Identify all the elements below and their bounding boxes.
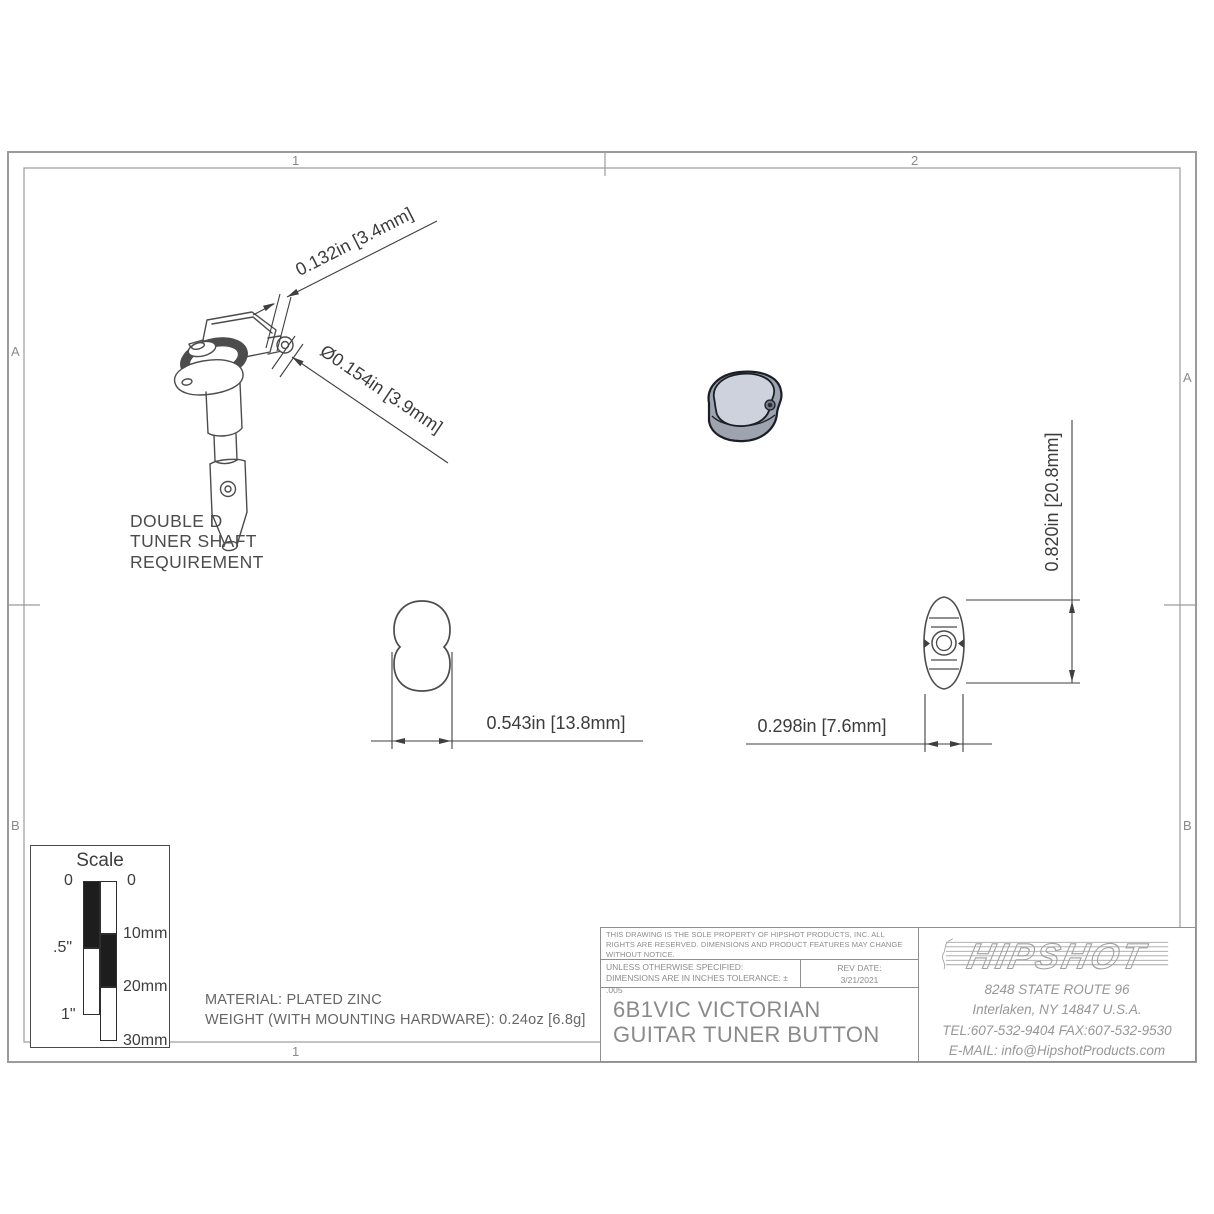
dim-shaft-flat (253, 203, 437, 351)
rev-date-label: REV DATE: (837, 963, 882, 973)
tuner-shaft-note (130, 511, 264, 572)
material-notes (205, 991, 586, 1030)
dim-shaft-flat-text: 0.132in [3.4mm] (292, 203, 417, 280)
dim-button-height-text: 0.820in [20.8mm] (1042, 432, 1062, 572)
scale-mm-zero: 0 (127, 872, 136, 889)
scale-inch-half: .5" (53, 939, 73, 956)
phone-line: TEL:607-532-9404 FAX:607-532-9530 (942, 1022, 1172, 1038)
tuner-shaft-note-line1: DOUBLE D (130, 511, 223, 531)
scale-box (30, 845, 170, 1048)
scale-mm-bar-0-10 (100, 881, 117, 934)
spec-row (601, 960, 918, 995)
scale-inch-zero: 0 (64, 872, 73, 889)
scale-inch-bar-0-half (83, 881, 100, 948)
dim-button-width-text: 0.543in [13.8mm] (486, 713, 626, 733)
scale-inch-bar-half-1 (83, 948, 100, 1015)
scale-mm-twenty: 20mm (123, 978, 168, 995)
zone-left-a: A (11, 344, 20, 359)
zone-bottom-1: 1 (292, 1044, 300, 1059)
scale-mm-thirty: 30mm (123, 1032, 168, 1049)
zone-top-2: 2 (911, 153, 919, 168)
material-note: MATERIAL: PLATED ZINC (205, 992, 382, 1008)
tuner-shaft-note-line3: REQUIREMENT (130, 551, 264, 572)
hipshot-logo (919, 928, 1195, 980)
scale-mm-bar-20-30 (100, 987, 117, 1041)
hipshot-logo-text: HIPSHOT (963, 935, 1151, 977)
company-address (919, 980, 1195, 1061)
disclaimer-text: THIS DRAWING IS THE SOLE PROPERTY OF HIPSHOT PRODUCTS, INC. ALL RIGHTS ARE RESERVED. DIMENSIONS AND PRODUCT FEATURES MAY CHANGE WITHOUT NOTICE. (601, 928, 918, 960)
scale-inch-one: 1" (61, 1006, 76, 1023)
button-front-view (394, 601, 450, 691)
title-block-left (601, 928, 919, 1061)
tuner-shaft-note-line2: TUNER SHAFT (130, 531, 257, 552)
address-line2: Interlaken, NY 14847 U.S.A. (972, 1002, 1142, 1018)
title-block-right (919, 928, 1195, 1061)
rev-date-value: 3/21/2021 (840, 974, 879, 985)
dim-shaft-diameter (272, 336, 448, 463)
email-line: E-MAIL: info@HipshotProducts.com (948, 1042, 1166, 1058)
weight-note: WEIGHT (WITH MOUNTING HARDWARE): 0.24oz [6.8g] (205, 1011, 586, 1028)
title-block (600, 927, 1196, 1062)
dim-shaft-diameter-text: Ø0.154in [3.9mm] (316, 340, 447, 438)
zone-top-1: 1 (292, 153, 300, 168)
part-title: 6B1VIC VICTORIAN GUITAR TUNER BUTTON (613, 997, 880, 1048)
scale-mm-ten: 10mm (123, 925, 168, 942)
tolerance-note: UNLESS OTHERWISE SPECIFIED: DIMENSIONS ARE IN INCHES TOLERANCE: ± .005 (606, 962, 788, 995)
scale-title: Scale (76, 850, 124, 871)
zone-left-b: B (11, 818, 20, 833)
address-line1: 8248 STATE ROUTE 96 (984, 982, 1130, 997)
dim-button-thickness (746, 694, 992, 752)
dim-button-height (966, 420, 1080, 683)
zone-right-a: A (1183, 370, 1192, 385)
sheet-border (8, 152, 1196, 1062)
button-side-view (924, 597, 964, 689)
dim-button-thickness-text: 0.298in [7.6mm] (757, 716, 887, 736)
rev-date-cell (800, 960, 918, 987)
button-3d-view (709, 372, 782, 441)
zone-right-b: B (1183, 818, 1192, 833)
scale-mm-bar-10-20 (100, 934, 117, 987)
